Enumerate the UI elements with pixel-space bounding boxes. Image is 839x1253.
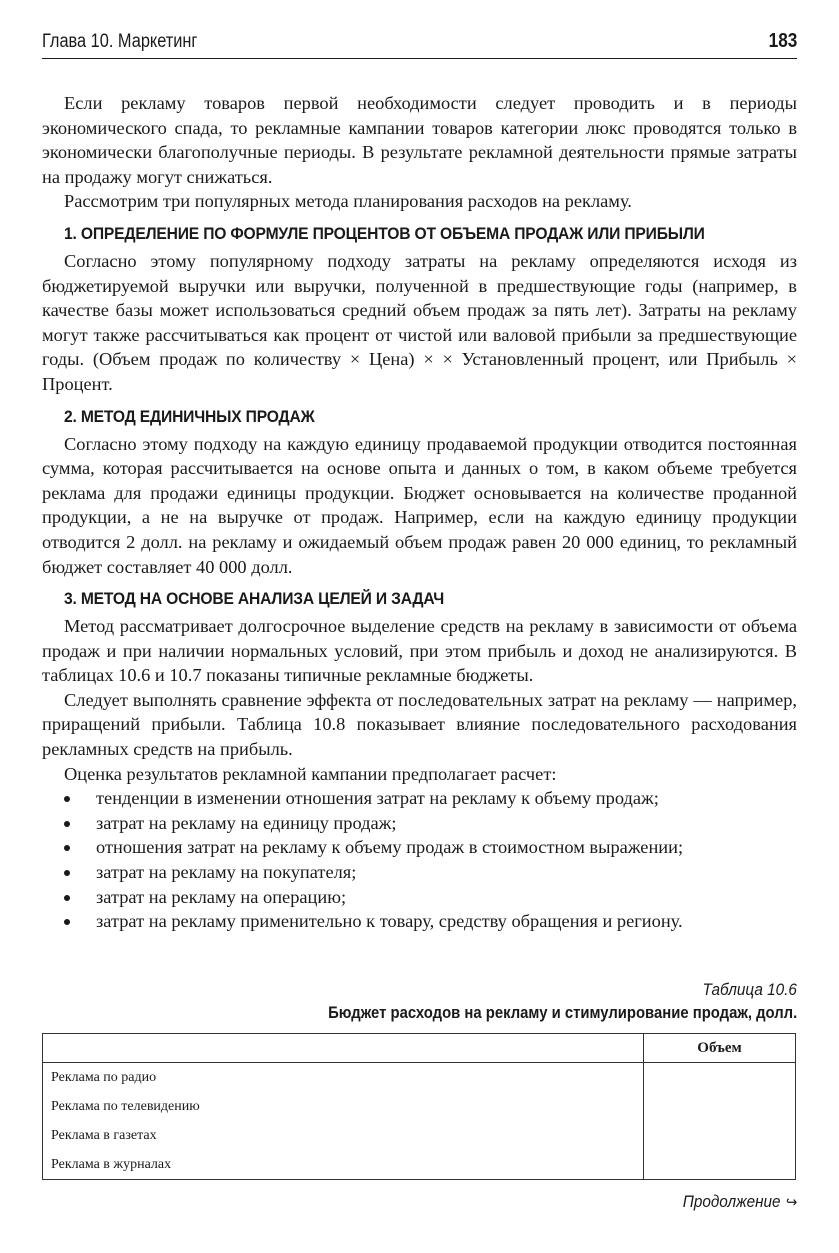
- list-item: [42, 885, 797, 910]
- bullet-icon: [64, 821, 70, 827]
- list-item-text: отношения затрат на рекламу к объему продаж в стоимостном выражении;: [96, 837, 684, 858]
- intro-paragraph: Рассмотрим три популярных метода планирования расходов на рекламу.: [64, 191, 632, 212]
- row-value: [644, 1092, 796, 1121]
- list-item: [42, 860, 797, 885]
- budget-table: [42, 1033, 796, 1180]
- table-row: [43, 1092, 796, 1121]
- list-item: [42, 811, 797, 836]
- page-number: 183: [768, 30, 797, 52]
- bullet-icon: [64, 796, 70, 802]
- table-header-row: [43, 1034, 796, 1063]
- running-head: [42, 28, 797, 59]
- bullet-icon: [64, 870, 70, 876]
- section-paragraph: Оценка результатов рекламной кампании предполагает расчет:: [64, 763, 557, 784]
- table-row: [43, 1063, 796, 1093]
- continuation-note: [682, 1192, 797, 1212]
- row-label: Реклама в журналах: [43, 1150, 644, 1180]
- column-header-label: [43, 1034, 644, 1063]
- page-body: [42, 91, 797, 934]
- list-item-text: затрат на рекламу на единицу продаж;: [96, 812, 397, 833]
- list-item: [42, 835, 797, 860]
- list-item-text: затрат на рекламу на операцию;: [96, 886, 347, 907]
- row-label: Реклама в газетах: [43, 1121, 644, 1150]
- table-title: Бюджет расходов на рекламу и стимулирование продаж, долл.: [327, 1004, 797, 1022]
- bullet-icon: [64, 895, 70, 901]
- list-item: [42, 786, 797, 811]
- section-heading: 3. МЕТОД НА ОСНОВЕ АНАЛИЗА ЦЕЛЕЙ И ЗАДАЧ: [64, 589, 445, 609]
- bullet-list: [42, 786, 797, 934]
- row-value: [644, 1150, 796, 1180]
- list-item: [42, 909, 797, 934]
- bullet-icon: [64, 845, 70, 851]
- bullet-icon: [64, 919, 70, 925]
- chapter-title: Глава 10. Маркетинг: [42, 31, 198, 52]
- list-item-text: тенденции в изменении отношения затрат на рекламу к объему продаж;: [96, 788, 659, 809]
- table-caption: Таблица 10.6: [702, 980, 797, 999]
- section-heading: 2. МЕТОД ЕДИНИЧНЫХ ПРОДАЖ: [64, 406, 315, 426]
- table-row: [43, 1121, 796, 1150]
- continuation-label: Продолжение: [682, 1192, 781, 1211]
- row-label: Реклама по телевидению: [43, 1092, 644, 1121]
- row-label: Реклама по радио: [43, 1063, 644, 1093]
- section-paragraph: Согласно этому популярному подходу затраты на рекламу определяются исходя из бюджетируемой выручки или выручки, полученной в предшествующие годы (например, в качестве базы может использоваться средний объем продаж за пять лет). Затраты на рекламу могут также рассчитываться как процент от чистой или валовой прибыли за предшествующие годы. (Объем продаж по количеству × Цена) × × Установленный процент, или Прибыль × Процент.: [42, 250, 797, 394]
- section-paragraph: Следует выполнять сравнение эффекта от последовательных затрат на рекламу — например, приращений прибыли. Таблица 10.8 показывает влияние последовательного расходования рекламных средств на прибыль.: [42, 689, 797, 760]
- list-item-text: затрат на рекламу на покупателя;: [96, 862, 357, 883]
- section-paragraph: Метод рассматривает долгосрочное выделение средств на рекламу в зависимости от объема продаж и при наличии нормальных условий, при этом прибыль и доход не анализируются. В таблицах 10.6 и 10.7 показаны типичные рекламные бюджеты.: [42, 616, 797, 686]
- list-item-text: затрат на рекламу применительно к товару, средству обращения и региону.: [96, 911, 683, 932]
- table-row: [43, 1150, 796, 1180]
- row-value: [644, 1121, 796, 1150]
- section-heading: 1. ОПРЕДЕЛЕНИЕ ПО ФОРМУЛЕ ПРОЦЕНТОВ ОТ ОБЪЕМА ПРОДАЖ ИЛИ ПРИБЫЛИ: [64, 223, 705, 243]
- arrow-right-icon: ↪: [785, 1194, 797, 1211]
- row-value: [644, 1063, 796, 1093]
- intro-paragraph: Если рекламу товаров первой необходимости следует проводить и в периоды экономического спада, то рекламные кампании товаров категории люкс проводятся только в экономически благополучные периоды. В результате рекламной деятельности прямые затраты на продажу могут снижаться.: [42, 93, 797, 187]
- column-header-volume: Объем: [644, 1034, 796, 1063]
- section-paragraph: Согласно этому подходу на каждую единицу продаваемой продукции отводится постоянная сумма, которая рассчитывается на основе опыта и данных о том, в каком объеме требуется реклама для продажи единицы продукции. Бюджет основывается на количестве проданной продукции, а не на выручке от продаж. Например, если на каждую единицу продукции отводится 2 долл. на рекламу и ожидаемый объем продаж равен 20 000 единиц, то рекламный бюджет составляет 40 000 долл.: [42, 433, 797, 577]
